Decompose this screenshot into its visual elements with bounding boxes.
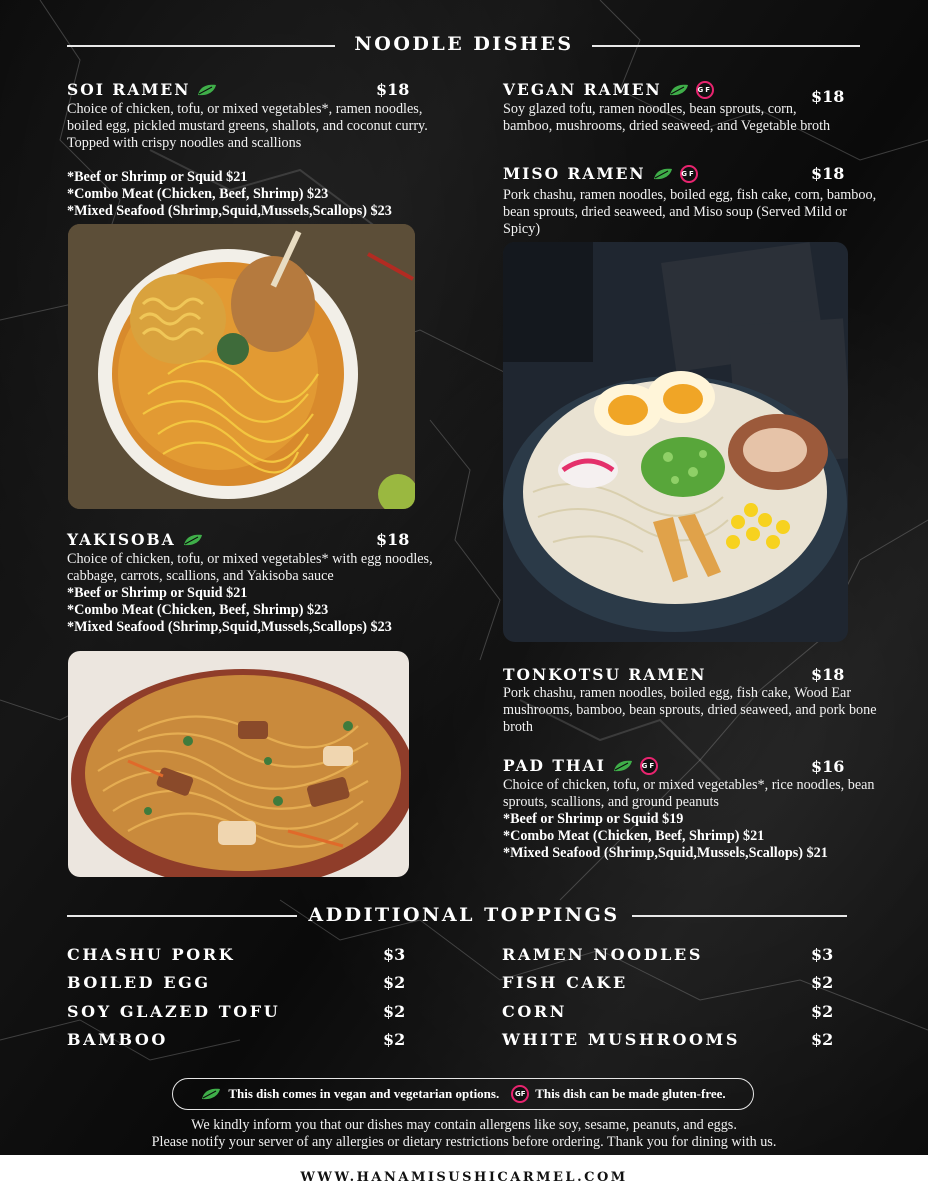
- gf-badge-icon: GF: [696, 81, 714, 99]
- soi-ramen-photo: [68, 224, 415, 509]
- dish-description: Pork chashu, ramen noodles, boiled egg, fish cake, corn, bamboo, bean sprouts, dried seaweed, and Miso soup (Served Mild or Spicy): [503, 187, 877, 237]
- dish-name: YAKISOBA: [67, 530, 176, 549]
- dish-option: *Mixed Seafood (Shrimp,Squid,Mussels,Scallops) $23: [67, 619, 392, 635]
- legend-vegan-text: This dish comes in vegan and vegetarian options.: [228, 1086, 500, 1101]
- legend-gf-text: This dish can be made gluten-free.: [535, 1086, 726, 1101]
- dish-price: $16: [811, 757, 845, 776]
- topping-name: BOILED EGG: [67, 973, 211, 992]
- topping-price: $2: [383, 973, 406, 992]
- website-footer: [0, 1155, 928, 1200]
- miso-ramen-photo: [503, 242, 848, 642]
- topping-price: $3: [383, 945, 406, 964]
- topping-name: BAMBOO: [67, 1030, 168, 1049]
- dish-name: VEGAN RAMEN: [503, 80, 662, 99]
- dish-option: *Beef or Shrimp or Squid $19: [503, 811, 684, 827]
- leaf-icon: [668, 83, 690, 97]
- dish-name: PAD THAI: [503, 756, 606, 775]
- gf-badge-icon: GF: [640, 757, 658, 775]
- dish-description: Soy glazed tofu, ramen noodles, bean sprouts, corn, bamboo, mushrooms, dried seaweed, and Vegetable broth: [503, 101, 831, 134]
- dish-description: Choice of chicken, tofu, or mixed vegetables*, rice noodles, bean sprouts, scallions, and ground peanuts: [503, 777, 875, 810]
- yakisoba-photo: [68, 651, 409, 877]
- dish-miso-ramen: [503, 164, 698, 183]
- gf-badge-icon: GF: [511, 1085, 529, 1103]
- dish-tonkotsu-ramen: [503, 665, 706, 684]
- dish-price: $18: [376, 530, 410, 549]
- topping-price: $2: [383, 1002, 406, 1021]
- leaf-icon: [612, 759, 634, 773]
- topping-price: $3: [811, 945, 834, 964]
- dish-option: *Mixed Seafood (Shrimp,Squid,Mussels,Scallops) $21: [503, 845, 828, 861]
- dish-option: *Beef or Shrimp or Squid $21: [67, 585, 248, 601]
- topping-price: $2: [811, 973, 834, 992]
- topping-name: RAMEN NOODLES: [502, 945, 703, 964]
- divider-right: [632, 915, 847, 917]
- topping-name: CHASHU PORK: [67, 945, 236, 964]
- allergen-notice-line2: Please notify your server of any allergies or dietary restrictions before ordering. Thank you for dining with us.: [151, 1134, 777, 1150]
- dish-option: *Beef or Shrimp or Squid $21: [67, 169, 248, 185]
- dish-option: *Mixed Seafood (Shrimp,Squid,Mussels,Scallops) $23: [67, 203, 392, 219]
- section-title-toppings: ADDITIONAL TOPPINGS: [308, 904, 620, 926]
- leaf-icon: [200, 1087, 222, 1101]
- topping-price: $2: [383, 1030, 406, 1049]
- divider-right: [592, 45, 860, 47]
- leaf-icon: [196, 83, 218, 97]
- website-link[interactable]: WWW.HANAMISUSHICARMEL.COM: [300, 1170, 628, 1185]
- dish-soi-ramen: [67, 80, 218, 99]
- topping-name: WHITE MUSHROOMS: [502, 1030, 741, 1049]
- dish-vegan-ramen: [503, 80, 714, 99]
- leaf-icon: [652, 167, 674, 181]
- allergen-notice-line1: We kindly inform you that our dishes may contain allergens like soy, sesame, peanuts, and eggs.: [191, 1117, 737, 1133]
- dish-name: SOI RAMEN: [67, 80, 191, 99]
- topping-name: SOY GLAZED TOFU: [67, 1002, 281, 1021]
- dish-option: *Combo Meat (Chicken, Beef, Shrimp) $23: [67, 186, 329, 202]
- topping-price: $2: [811, 1030, 834, 1049]
- dish-name: MISO RAMEN: [503, 164, 646, 183]
- dish-description: Choice of chicken, tofu, or mixed vegetables* with egg noodles, cabbage, carrots, scallions, and Yakisoba sauce: [67, 551, 433, 584]
- dish-description: Choice of chicken, tofu, or mixed vegetables*, ramen noodles, boiled egg, pickled mustard greens, shallots, and coconut curry. Topped with crispy noodles and scallions: [67, 101, 428, 151]
- section-title-noodles: NOODLE DISHES: [354, 33, 574, 55]
- dish-price: $18: [811, 87, 845, 106]
- topping-price: $2: [811, 1002, 834, 1021]
- dish-price: $18: [376, 80, 410, 99]
- dish-price: $18: [811, 665, 845, 684]
- dish-name: TONKOTSU RAMEN: [503, 665, 707, 684]
- gf-badge-icon: GF: [680, 165, 698, 183]
- dish-price: $18: [811, 164, 845, 183]
- leaf-icon: [182, 533, 204, 547]
- topping-name: CORN: [502, 1002, 567, 1021]
- dish-option: *Combo Meat (Chicken, Beef, Shrimp) $23: [67, 602, 329, 618]
- dish-description: Pork chashu, ramen noodles, boiled egg, fish cake, Wood Ear mushrooms, bamboo, bean sprouts, dried seaweed, and pork bone broth: [503, 685, 877, 735]
- dish-pad-thai: [503, 756, 658, 775]
- dietary-legend: [172, 1078, 754, 1110]
- topping-name: FISH CAKE: [502, 973, 628, 992]
- dish-yakisoba: [67, 530, 204, 549]
- dish-option: *Combo Meat (Chicken, Beef, Shrimp) $21: [503, 828, 765, 844]
